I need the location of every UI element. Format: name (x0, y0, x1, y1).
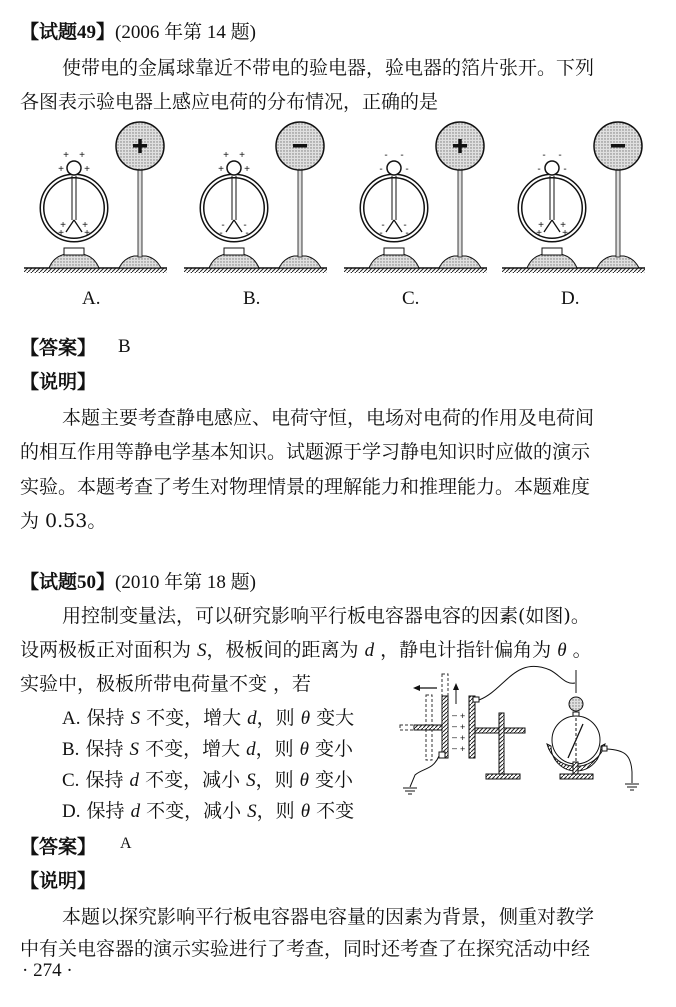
stand-base (119, 256, 161, 268)
stand-rod (458, 170, 462, 257)
option-letter: C. (62, 770, 80, 791)
svg-text:+: + (460, 744, 466, 754)
option-letter: D. (62, 801, 81, 822)
minus-sign-icon (611, 144, 625, 148)
q50-var-d: d (364, 640, 375, 661)
charge-mark: + (538, 220, 544, 231)
svg-text:–: – (452, 710, 458, 720)
stand-base (439, 256, 481, 268)
q49-number: 49 (77, 22, 97, 43)
q49-explain-line3: 实验。本题考查了考生对物理情景的理解能力和推理能力。本题难度 (20, 476, 591, 498)
option-var: S (129, 739, 140, 760)
charge-mark: - (381, 220, 385, 231)
option-text: ，则 (255, 738, 300, 760)
q50-explain-line2: 中有关电容器的演示实验进行了考查，同时还考查了在探究活动中经 (20, 938, 591, 960)
capacitor-diagram (395, 660, 676, 810)
option-letter: B. (62, 739, 80, 760)
svg-text:–: – (452, 743, 458, 753)
q49-figure-label-b: B. (243, 288, 261, 309)
charge-mark: - (400, 150, 404, 161)
electroscope-leaves (386, 220, 402, 232)
q50-stem-line3: 实验中，极板所带电荷量不变 ，若 (20, 673, 312, 695)
q49-figure-label-a: A. (82, 288, 101, 309)
q50-explain-label: 【说明】 (20, 870, 97, 892)
electroscope-base (369, 254, 419, 268)
q50-bracket-close: 】 (96, 571, 116, 593)
option-var: θ (299, 739, 310, 760)
option-text: 不变，增大 (140, 707, 248, 729)
q50-option-d (62, 799, 354, 824)
charge-mark: - (245, 228, 249, 239)
svg-text:–: – (452, 732, 458, 742)
option-text: 不变，减小 (140, 800, 248, 822)
q49-bracket-close: 】 (96, 21, 116, 43)
q49-stem-line1: 使带电的金属球靠近不带电的验电器，验电器的箔片张开。下列 (62, 57, 595, 79)
stand-base (597, 256, 639, 268)
q50-answer-row (20, 835, 96, 859)
charge-mark: + (560, 220, 566, 231)
option-var: d (246, 739, 256, 760)
q49-answer-row (20, 336, 96, 360)
charge-mark: + (84, 164, 90, 175)
option-text: 变小 (309, 769, 354, 791)
q50-option-b (62, 737, 353, 762)
q50-stem-text: ，静电计指针偏角为 (374, 639, 558, 661)
option-text: 保持 (80, 707, 131, 729)
option-var: d (129, 770, 140, 791)
q50-var-theta: θ (557, 640, 567, 661)
q50-stem-text: 。 (566, 639, 592, 661)
q49-header (20, 20, 256, 45)
charge-mark: - (558, 150, 562, 161)
option-text: ，则 (256, 707, 301, 729)
option-text: ，则 (256, 800, 301, 822)
option-text: 不变 (310, 800, 355, 822)
q49-source: (2006 年第 14 题) (115, 22, 256, 43)
q49-explain-line1: 本题主要考查静电感应、电荷守恒，电场对电荷的作用及电荷间 (62, 407, 595, 429)
q49-bracket-open: 【 (20, 21, 40, 43)
stand-base (279, 256, 321, 268)
option-text: 变大 (310, 707, 355, 729)
electroscope-knob (387, 161, 401, 175)
electroscope-figure (344, 122, 487, 273)
electroscope-knob (67, 161, 81, 175)
option-var: d (247, 708, 257, 729)
option-text: 保持 (79, 769, 130, 791)
q50-stem-line1: 用控制变量法，可以研究影响平行板电容器电容的因素(如图)。 (62, 605, 590, 627)
charge-mark: - (537, 164, 541, 175)
charge-mark: + (239, 150, 245, 161)
page-number: · 274 · (22, 960, 73, 981)
q50-stem-text: ，极板间的距离为 (206, 639, 365, 661)
left-plate-rod (414, 725, 444, 730)
q50-option-c (62, 768, 353, 793)
svg-text:+: + (460, 733, 466, 743)
electroscope-leaves (226, 220, 242, 232)
option-text: 不变，减小 (139, 769, 247, 791)
charge-mark: - (379, 164, 383, 175)
option-var: S (130, 708, 141, 729)
charge-mark: + (82, 220, 88, 231)
charge-mark: - (384, 150, 388, 161)
q50-bracket-open: 【 (20, 571, 40, 593)
stand-rod (138, 170, 142, 257)
q50-number: 50 (77, 572, 97, 593)
charge-mark: + (218, 164, 224, 175)
charge-mark: + (79, 150, 85, 161)
q49-answer-value: B (118, 336, 131, 357)
ground-icon (625, 784, 639, 790)
option-var: d (130, 801, 141, 822)
svg-text:+: + (460, 711, 466, 721)
q49-explain-line4: 为 0.53。 (20, 510, 107, 532)
electroscope-base (209, 254, 259, 268)
right-plate (469, 696, 475, 758)
option-text: 不变，增大 (139, 738, 247, 760)
charge-mark: - (379, 228, 383, 239)
option-text: ，则 (255, 769, 300, 791)
charge-mark: - (563, 164, 567, 175)
electroscope-leaves (66, 220, 82, 232)
q50-answer-value: A (120, 835, 132, 852)
charge-mark: - (219, 228, 223, 239)
q50-var-s: S (197, 640, 207, 661)
q49-stem-line2: 各图表示验电器上感应电荷的分布情况，正确的是 (20, 91, 439, 113)
q49-figure-label-c: C. (402, 288, 420, 309)
electroscope-knob (545, 161, 559, 175)
option-var: θ (300, 708, 311, 729)
electroscope-figure (24, 122, 167, 273)
q50-answer-label: 【答案】 (20, 836, 97, 858)
charge-mark: + (84, 228, 90, 239)
electrometer-ball (569, 697, 583, 711)
option-var: θ (300, 801, 311, 822)
electroscope-knob (227, 161, 241, 175)
charge-mark: + (58, 164, 64, 175)
electroscope-leaves (544, 220, 560, 232)
charge-mark: + (244, 164, 250, 175)
electroscope-base (527, 254, 577, 268)
option-letter: A. (62, 708, 81, 729)
electroscope-figure (502, 122, 645, 273)
q50-source: (2010 年第 18 题) (115, 572, 256, 593)
q49-explain-label: 【说明】 (20, 371, 97, 393)
electroscope-figure (184, 122, 327, 273)
option-text: 变小 (309, 738, 354, 760)
charge-mark: + (63, 150, 69, 161)
charge-mark: - (403, 220, 407, 231)
option-var: θ (299, 770, 310, 791)
charge-mark: + (562, 228, 568, 239)
charge-mark: + (536, 228, 542, 239)
left-plate (442, 696, 448, 758)
charge-mark: - (405, 164, 409, 175)
stand-rod (616, 170, 620, 257)
minus-sign-icon (293, 144, 307, 148)
ground-icon (403, 788, 417, 794)
q49-label: 试题 (39, 21, 78, 43)
stand-rod (298, 170, 302, 257)
q50-header (20, 570, 256, 595)
option-var: S (246, 770, 256, 791)
option-text: 保持 (80, 800, 131, 822)
q50-label: 试题 (39, 571, 78, 593)
q50-explain-line1: 本题以探究影响平行板电容器电容量的因素为背景，侧重对教学 (62, 906, 595, 928)
electroscope-base (49, 254, 99, 268)
charge-mark: - (542, 150, 546, 161)
charge-mark: + (58, 228, 64, 239)
charge-mark: + (60, 220, 66, 231)
svg-text:–: – (452, 721, 458, 731)
q49-figure-label-d: D. (561, 288, 580, 309)
charge-mark: + (223, 150, 229, 161)
q49-explain-line2: 的相互作用等静电学基本知识。试题源于学习静电知识时应做的演示 (20, 441, 591, 463)
option-var: S (247, 801, 257, 822)
q50-option-a (62, 706, 354, 731)
svg-text:+: + (460, 722, 466, 732)
charge-mark: - (405, 228, 409, 239)
charge-mark: - (221, 220, 225, 231)
q49-answer-label: 【答案】 (20, 337, 97, 359)
charge-mark: - (243, 220, 247, 231)
q50-stem-text: 设两极板正对面积为 (20, 639, 198, 661)
option-text: 保持 (79, 738, 130, 760)
